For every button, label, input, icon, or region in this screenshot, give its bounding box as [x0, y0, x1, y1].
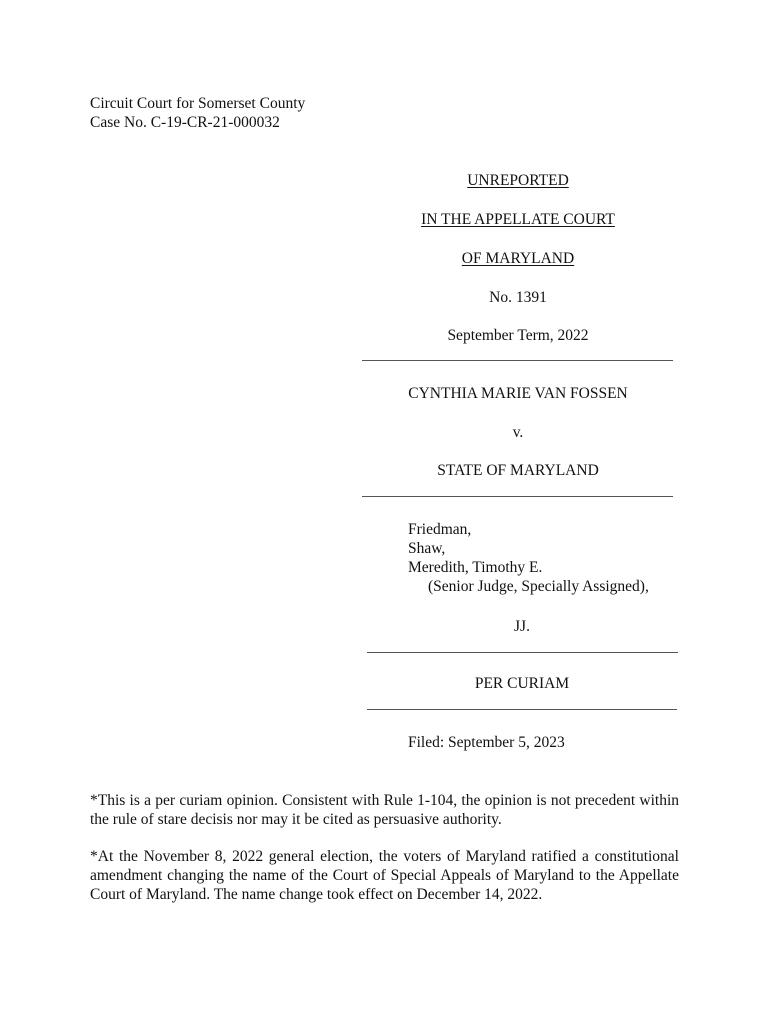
judge-name: Shaw,	[408, 540, 446, 557]
case-number: Case No. C-19-CR-21-000032	[90, 114, 280, 131]
court-name-line2: OF MARYLAND	[461, 250, 575, 267]
versus: v.	[512, 424, 524, 441]
filed-date: Filed: September 5, 2023	[408, 734, 565, 751]
court-name-line1: IN THE APPELLATE COURT	[421, 211, 615, 228]
judges-suffix: JJ.	[514, 618, 530, 635]
divider-rule	[362, 360, 673, 361]
opinion-type: PER CURIAM	[474, 675, 570, 692]
docket-number: No. 1391	[489, 289, 547, 306]
footnote-court-rename: *At the November 8, 2022 general election, the voters of Maryland ratified a constitutional amendment changing the name of the Court of Special Appeals of Maryland to the Appellate Court of Maryland. The name change took effect on December 14, 2022.	[90, 848, 679, 903]
term: September Term, 2022	[447, 327, 589, 344]
judge-panel	[408, 520, 649, 596]
judge-note: (Senior Judge, Specially Assigned),	[428, 578, 649, 595]
appellee-name: STATE OF MARYLAND	[437, 462, 599, 479]
appellant-name: CYNTHIA MARIE VAN FOSSEN	[408, 385, 628, 402]
divider-rule	[367, 709, 677, 710]
divider-rule	[362, 496, 673, 497]
footnote-per-curiam: *This is a per curiam opinion. Consistent with Rule 1-104, the opinion is not precedent within the rule of stare decisis nor may it be cited as persuasive authority.	[90, 792, 679, 828]
unreported-heading: UNREPORTED	[467, 172, 569, 189]
court-origin: Circuit Court for Somerset County	[90, 95, 306, 112]
judge-name: Friedman,	[408, 521, 472, 538]
judge-name: Meredith, Timothy E.	[408, 559, 543, 576]
footnotes	[90, 791, 679, 922]
divider-rule	[367, 652, 678, 653]
